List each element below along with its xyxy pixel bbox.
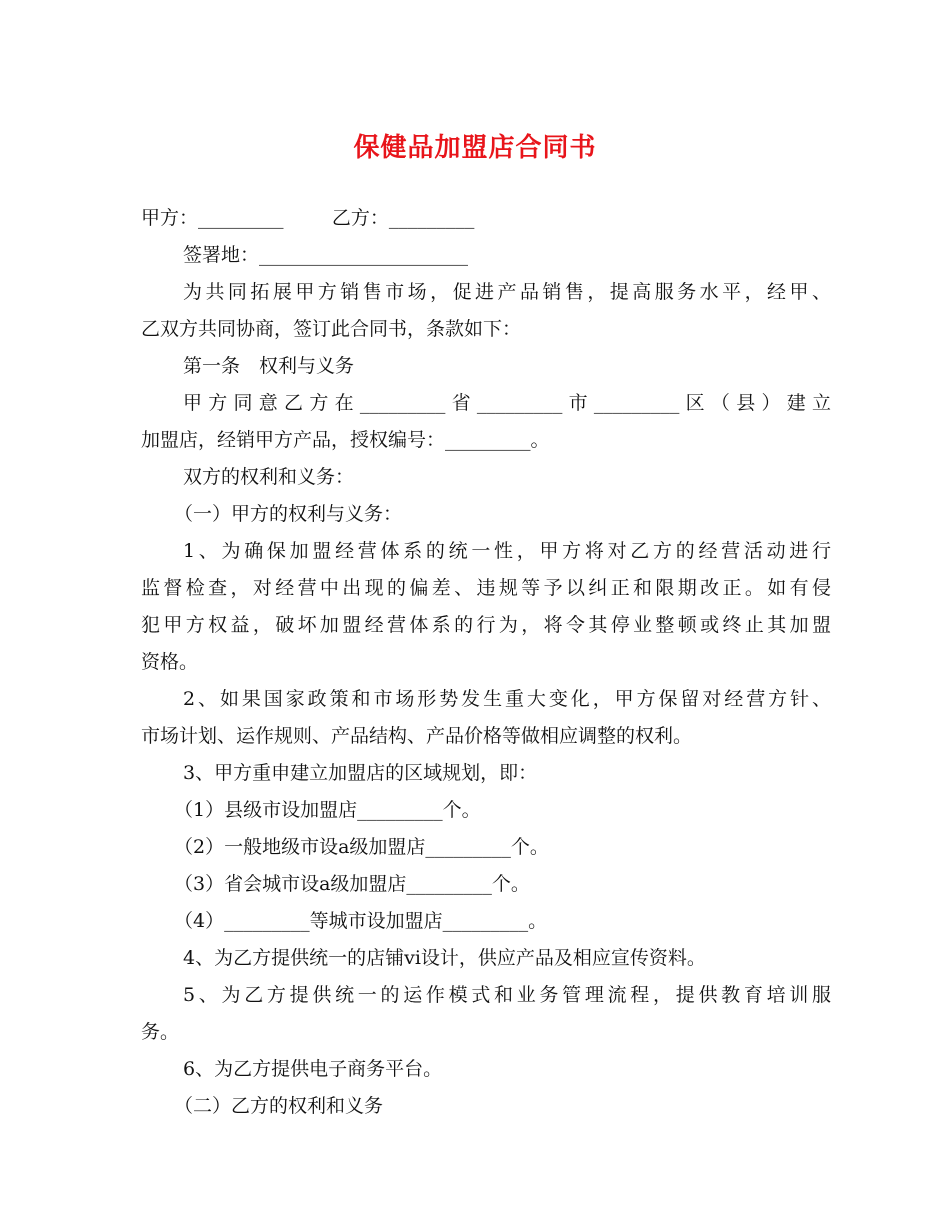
paragraph-line: 2、如果国家政策和市场形势发生重大变化，甲方保留对经营方针、	[183, 688, 831, 710]
intro-paragraph-line: 乙双方共同协商，签订此合同书，条款如下：	[141, 318, 522, 340]
paragraph-line: 甲方同意乙方在_________省_________市_________区（县）建立	[183, 392, 831, 414]
paragraph-line: 双方的权利和义务：	[183, 466, 355, 488]
document-body	[141, 200, 831, 1125]
paragraph-line: 资格。	[141, 651, 199, 673]
list-item: （4）_________等城市设加盟店_________。	[174, 910, 548, 932]
paragraph-line: 犯甲方权益，破坏加盟经营体系的行为，将令其停业整顿或终止其加盟	[141, 614, 831, 636]
list-item: （3）省会城市设a级加盟店_________个。	[174, 873, 530, 895]
party-line: 甲方：_________ 乙方：_________	[141, 207, 475, 229]
intro-paragraph-line: 为共同拓展甲方销售市场，促进产品销售，提高服务水平，经甲、	[183, 281, 831, 303]
paragraph-line: 加盟店，经销甲方产品，授权编号：_________。	[141, 429, 550, 451]
section-heading: （一）甲方的权利与义务：	[174, 503, 403, 525]
paragraph-line: 务。	[141, 1021, 180, 1043]
paragraph-line: 3、甲方重申建立加盟店的区域规划，即：	[183, 762, 538, 784]
paragraph-line: 1、为确保加盟经营体系的统一性，甲方将对乙方的经营活动进行	[183, 540, 831, 562]
article-heading: 第一条 权利与义务	[183, 355, 355, 377]
paragraph-line: 监督检查，对经营中出现的偏差、违规等予以纠正和限期改正。如有侵	[141, 577, 831, 599]
paragraph-line: 6、为乙方提供电子商务平台。	[183, 1058, 443, 1080]
paragraph-line: 市场计划、运作规则、产品结构、产品价格等做相应调整的权利。	[141, 725, 693, 747]
document-title: 保健品加盟店合同书	[353, 133, 597, 163]
signing-place-line: 签署地：______________________	[183, 244, 469, 266]
paragraph-line: 5、为乙方提供统一的运作模式和业务管理流程，提供教育培训服	[183, 984, 831, 1006]
section-heading: （二）乙方的权利和义务	[174, 1095, 384, 1117]
list-item: （1）县级市设加盟店_________个。	[174, 799, 481, 821]
list-item: （2）一般地级市设a级加盟店_________个。	[174, 836, 549, 858]
paragraph-line: 4、为乙方提供统一的店铺vi设计，供应产品及相应宣传资料。	[183, 947, 706, 969]
